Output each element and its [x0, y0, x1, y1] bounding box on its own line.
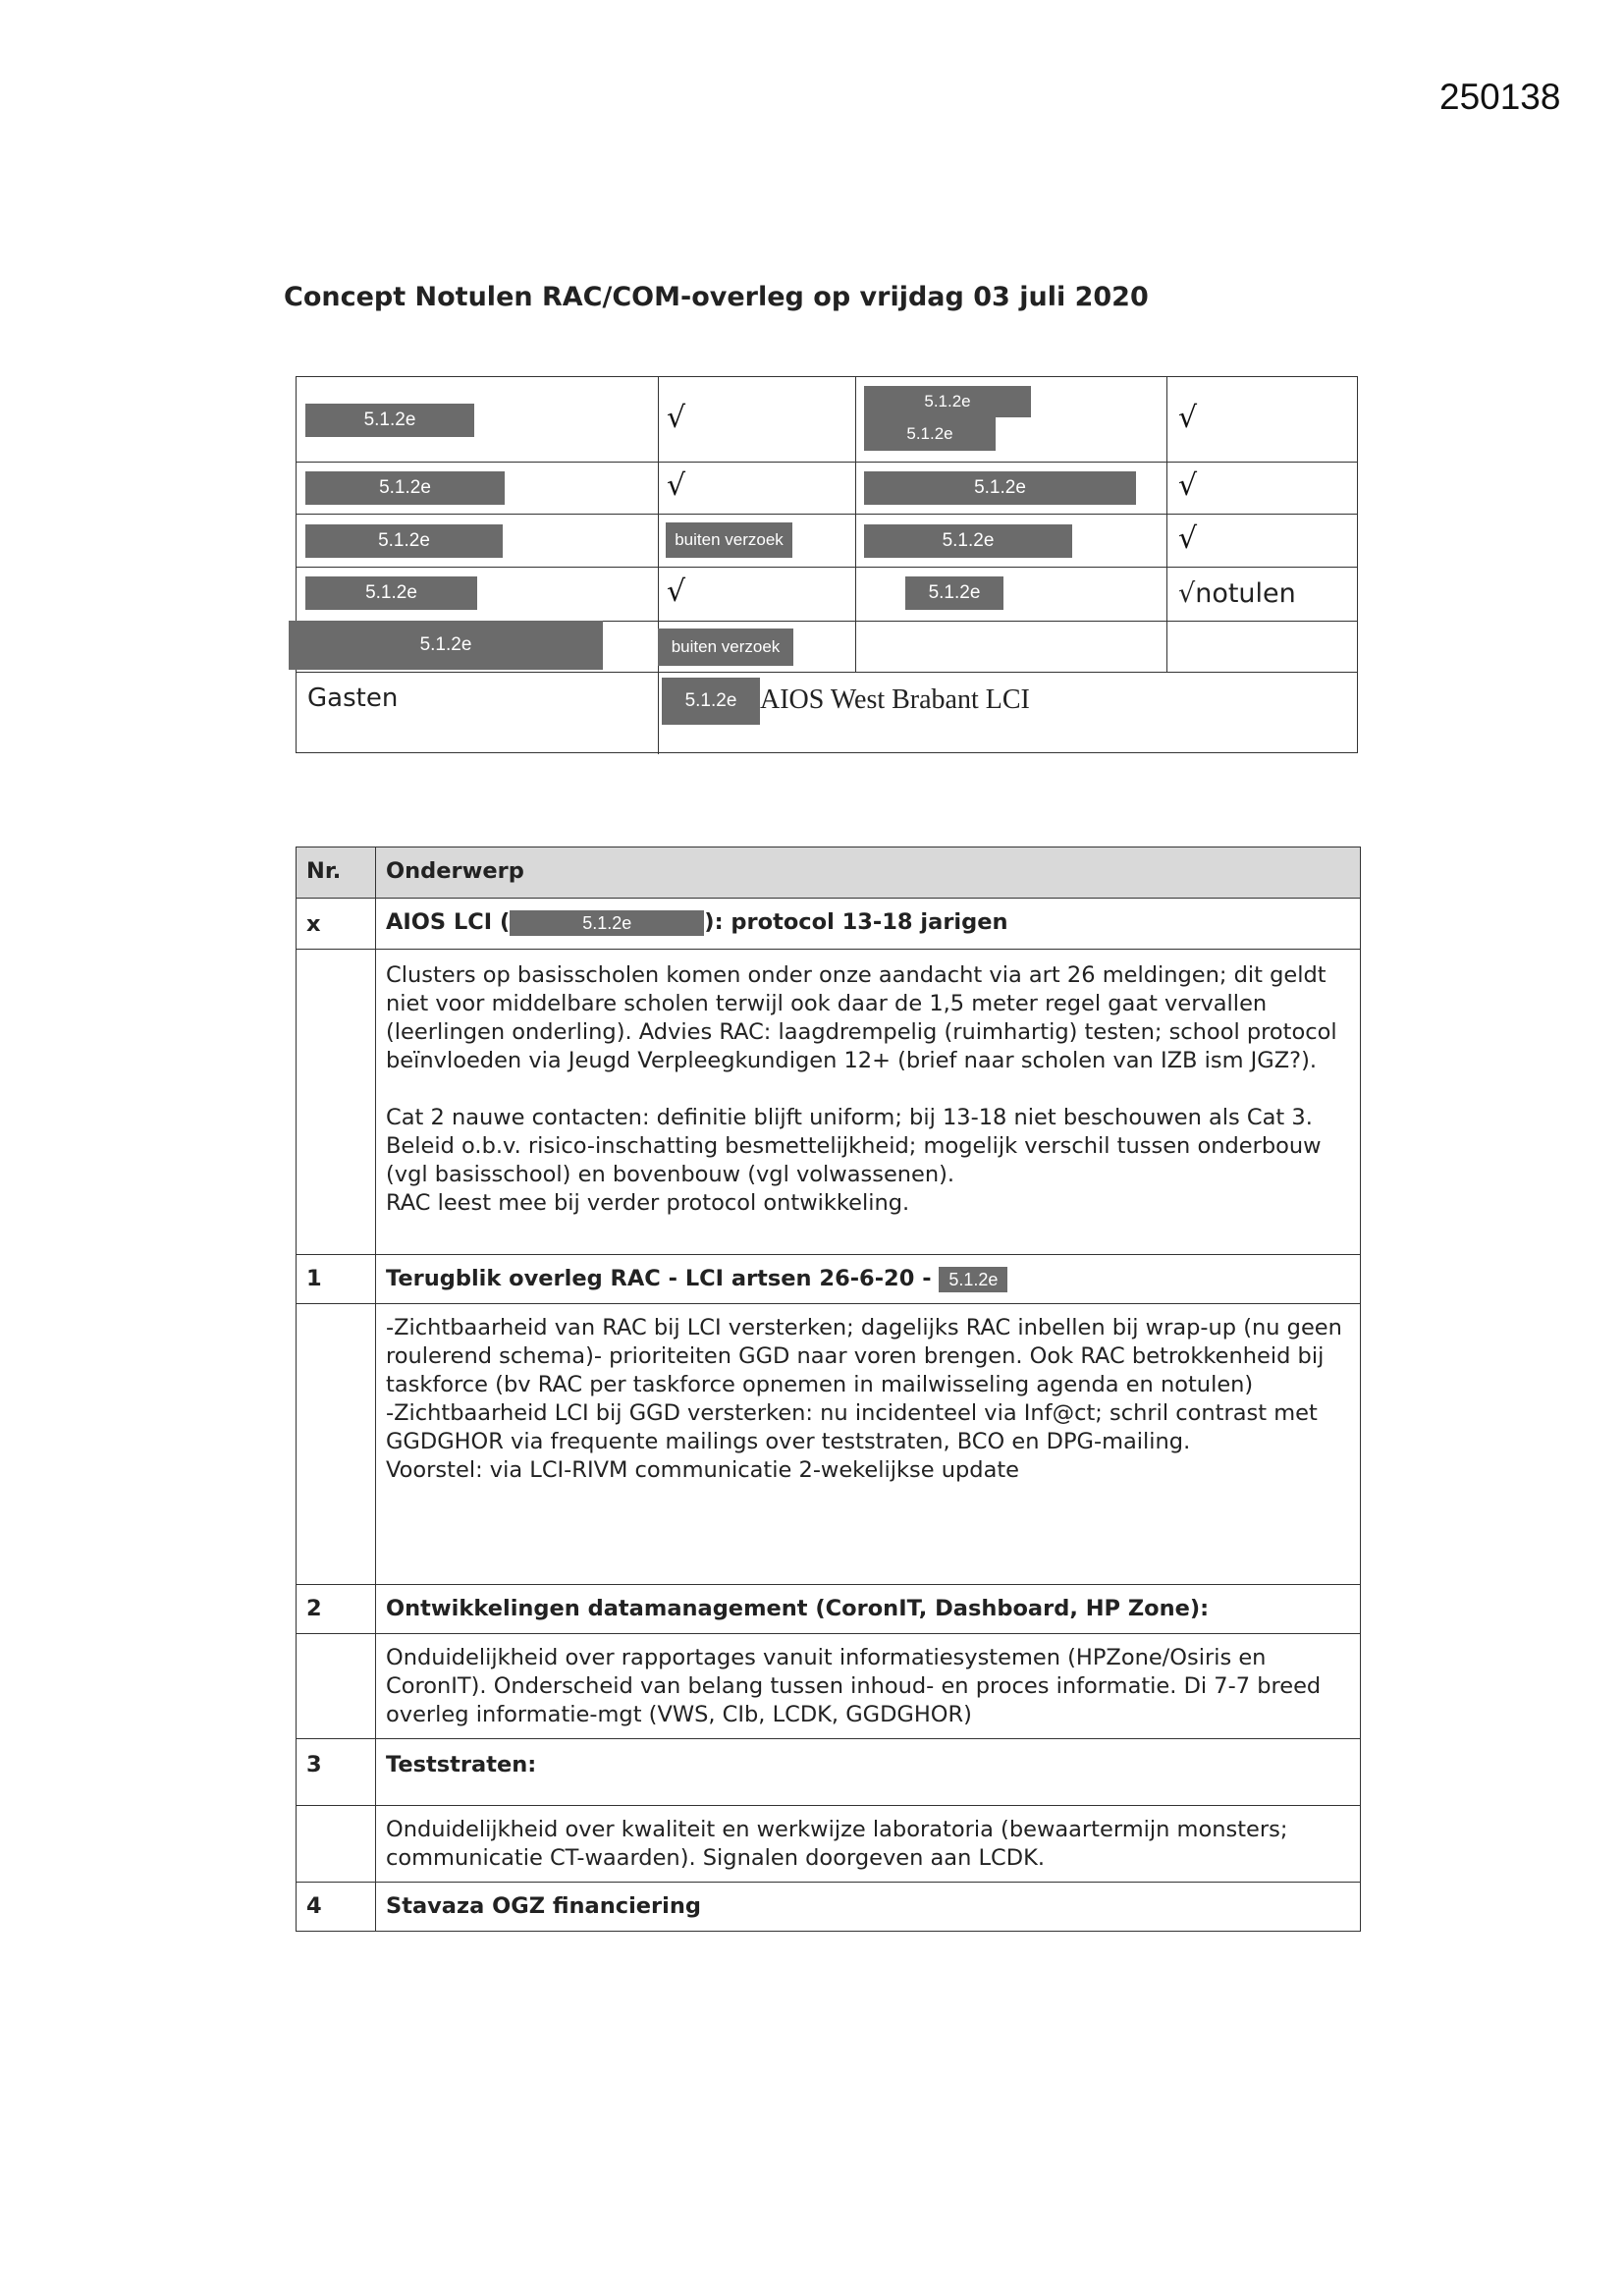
item-topic — [376, 899, 1361, 950]
col-divider — [1166, 377, 1167, 672]
item-topic-text: AIOS LCI ( — [386, 909, 511, 935]
redaction-block: 5.1.2e — [289, 621, 603, 670]
redaction-block: 5.1.2e — [864, 524, 1072, 558]
redaction-label-buiten-verzoek: buiten verzoek — [658, 629, 793, 666]
row-divider — [297, 672, 1357, 673]
row-divider — [297, 514, 1357, 515]
page-number: 250138 — [1439, 77, 1561, 117]
col-divider — [658, 377, 659, 754]
empty-cell — [297, 1634, 376, 1739]
item-body: -Zichtbaarheid van RAC bij LCI versterken; dagelijks RAC inbellen bij wrap-up (nu geen roulerend schema)- prioriteiten GGD naar voren brengen. Ook RAC betrokkenheid bij taskforce (bv RAC per taskforce opnemen in mailwisseling agenda en notulen) -Zichtbaarheid LCI bij GGD versterken: nu incidenteel via Inf@ct; schril contrast met GGDGHOR via frequente mailings over teststraten, BCO en DPG-mailing. Voorstel: via LCI-RIVM communicatie 2-wekelijkse update — [376, 1304, 1361, 1585]
redaction-block: 5.1.2e — [305, 576, 477, 610]
agenda-topic-row — [297, 1585, 1361, 1634]
item-nr: 2 — [297, 1585, 376, 1634]
header-nr: Nr. — [297, 847, 376, 899]
redaction-block: 5.1.2e — [305, 404, 474, 437]
redaction-block: 5.1.2e — [864, 386, 1031, 417]
empty-cell — [297, 950, 376, 1255]
agenda-body-row — [297, 1304, 1361, 1585]
empty-cell — [297, 1806, 376, 1883]
present-check: √ — [1178, 468, 1198, 503]
present-check: √ — [1178, 401, 1198, 435]
row-divider — [297, 567, 1357, 568]
guests-label: Gasten — [307, 683, 399, 713]
present-check: √ — [667, 401, 686, 435]
redaction-block: 5.1.2e — [305, 524, 503, 558]
item-topic-text: ): protocol 13-18 jarigen — [704, 909, 1008, 935]
item-nr: 3 — [297, 1739, 376, 1806]
present-check: √ — [1178, 521, 1198, 556]
item-nr: x — [297, 899, 376, 950]
present-check: √ — [667, 468, 686, 503]
agenda-topic-row — [297, 1883, 1361, 1932]
agenda-header-row — [297, 847, 1361, 899]
redaction-block: 5.1.2e — [662, 678, 760, 725]
redaction-block: 5.1.2e — [905, 576, 1003, 610]
item-body: Onduidelijkheid over kwaliteit en werkwijze laboratoria (bewaartermijn monsters; communicatie CT-waarden). Signalen doorgeven aan LCDK. — [376, 1806, 1361, 1883]
agenda-topic-row — [297, 899, 1361, 950]
guests-value: AIOS West Brabant LCI — [760, 684, 1030, 715]
agenda-topic-row — [297, 1739, 1361, 1806]
present-check-notulen: √notulen — [1178, 578, 1296, 609]
agenda-topic-row — [297, 1255, 1361, 1304]
item-topic: Stavaza OGZ financiering — [376, 1883, 1361, 1932]
item-nr: 1 — [297, 1255, 376, 1304]
item-topic — [376, 1255, 1361, 1304]
item-topic: Teststraten: — [376, 1739, 1361, 1806]
col-divider — [855, 377, 856, 672]
agenda-body-row — [297, 1634, 1361, 1739]
redaction-block: 5.1.2e — [510, 910, 704, 936]
agenda-body-row — [297, 1806, 1361, 1883]
redaction-block: 5.1.2e — [305, 471, 505, 505]
item-body: Onduidelijkheid over rapportages vanuit informatiesystemen (HPZone/Osiris en CoronIT). Onderscheid van belang tussen inhoud- en proces informatie. Di 7-7 breed overleg informatie-mgt (VWS, CIb, LCDK, GGDGHOR) — [376, 1634, 1361, 1739]
row-divider — [297, 462, 1357, 463]
empty-cell — [297, 1304, 376, 1585]
redaction-label-buiten-verzoek: buiten verzoek — [666, 522, 792, 558]
item-nr: 4 — [297, 1883, 376, 1932]
document-title: Concept Notulen RAC/COM-overleg op vrijdag 03 juli 2020 — [284, 282, 1149, 312]
agenda-body-row — [297, 950, 1361, 1255]
redaction-block: 5.1.2e — [864, 471, 1136, 505]
item-topic: Ontwikkelingen datamanagement (CoronIT, Dashboard, HP Zone): — [376, 1585, 1361, 1634]
header-topic: Onderwerp — [376, 847, 1361, 899]
agenda-table — [296, 847, 1361, 1932]
redaction-block: 5.1.2e — [939, 1267, 1007, 1292]
present-check: √ — [667, 574, 686, 609]
item-topic-text: Terugblik overleg RAC - LCI artsen 26-6-20 - — [386, 1266, 940, 1291]
redaction-block: 5.1.2e — [864, 417, 996, 451]
item-body: Clusters op basisscholen komen onder onze aandacht via art 26 meldingen; dit geldt niet voor middelbare scholen terwijl ook daar de 1,5 meter regel gaat vervallen (leerlingen onderling). Advies RAC: laagdrempelig (ruimhartig) testen; school protocol beïnvloeden via Jeugd Verpleegkundigen 12+ (brief naar scholen van IZB ism JGZ?). Cat 2 nauwe contacten: definitie blijft uniform; bij 13-18 niet beschouwen als Cat 3. Beleid o.b.v. risico-inschatting besmettelijkheid; mogelijk verschil tussen onderbouw (vgl basisschool) en bovenbouw (vgl volwassenen). RAC leest mee bij verder protocol ontwikkeling. — [376, 950, 1361, 1255]
